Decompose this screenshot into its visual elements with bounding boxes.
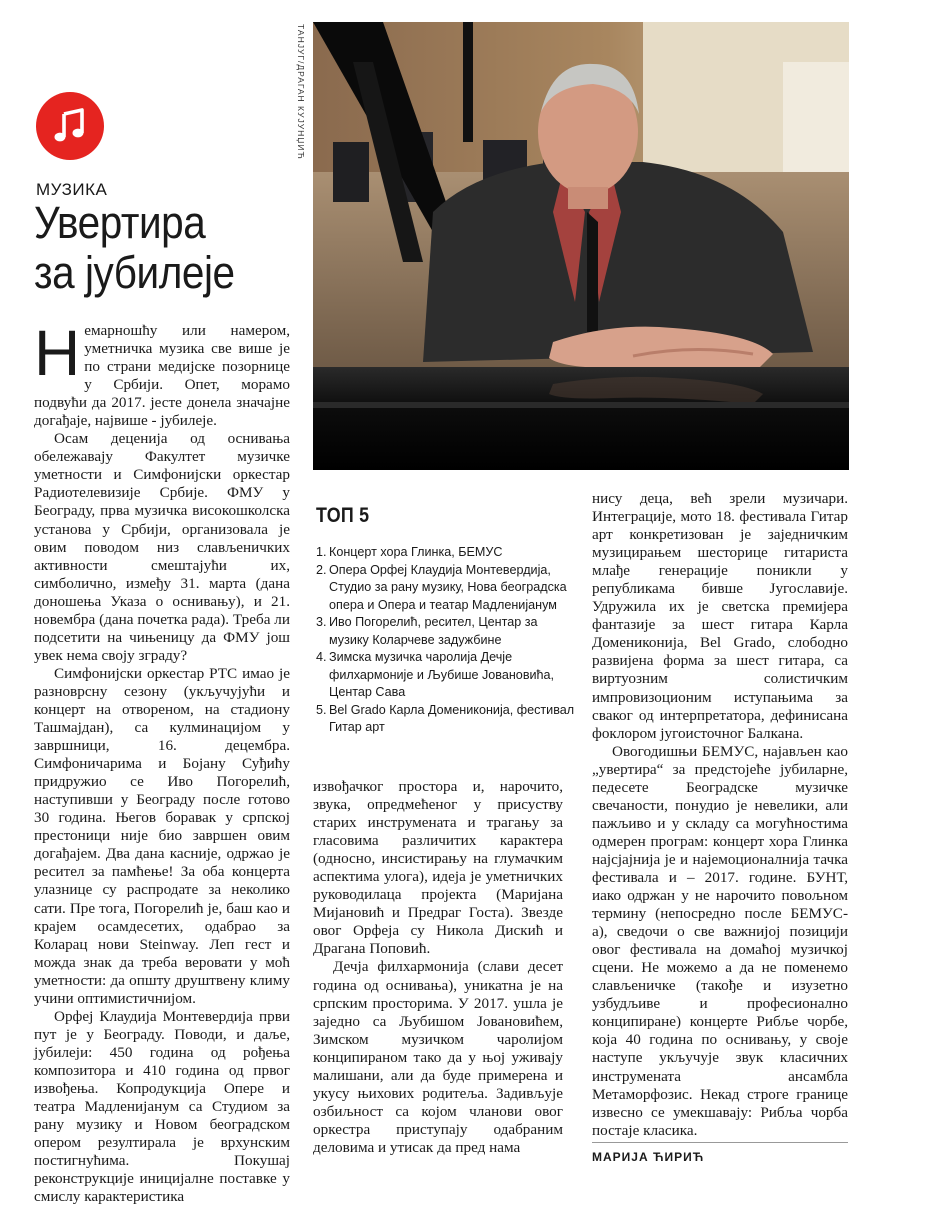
top5-item: 2. Опера Орфеј Клаудија Монтевердија, Студио за рану музику, Нова београдска опера и Опера и театар Мадленијанум	[316, 562, 567, 612]
article-column-2	[313, 778, 563, 1157]
top5-item: 4. Зимска музичка чаролија Дечје филхармоније и Љубише Јовановића, Центар Сава	[316, 650, 555, 699]
top5-title: ТОП 5	[316, 504, 370, 527]
article-column-3	[592, 490, 848, 1140]
pianist-photo	[313, 22, 849, 470]
headline-line-1: Увертира	[34, 197, 206, 248]
section-label: МУЗИКА	[36, 180, 108, 199]
top5-item: 3. Иво Погорелић, ресител, Центар за музику Коларчеве задужбине	[316, 615, 538, 647]
article-paragraph: Немарношћу или намером, уметничка музика све више је по страни медијске позорнице у Србији. Опет, морамо подвући да 2017. јесте донела значајне догађаје, највише - јубилеје.	[34, 317, 290, 430]
pianist-photo-illustration	[313, 22, 849, 470]
music-note-glyph	[50, 106, 90, 146]
article-paragraph: Дечја филхармонија (слави десет година од оснивања), уникатна је на српским просторима. У 2017. ушла је заједно са Љубишом Јовановићем, Зимском музичком чаролијом конципираном тако да у њој уживају малишани, али да буде примерена и укусу њихових родитеља. Задивљује озбиљност са којом чланови овог оркестра приступају одабраним деловима и утисак да пред нама	[313, 958, 563, 1156]
article-paragraph: Симфонијски оркестар РТС имао је разноврсну сезону (укључујући и концерт на отвореном, на стадиону Ташмајдан), са кулминацијом у завршници, 16. децембра. Симфоничарима и Бојану Суђићу придружио се Иво Погорелић, наступивши у Београду после готово 30 година. Његов боравак у српској престоници није био завршен овим догађајем. Два дана касније, одржао је ресител за памћење! За оба концерта улазнице су распродате за неколико сати. Пре тога, Погорелић је, баш као и крајем осамдесетих, одабрао за Коларац нови Steinway. Леп гест и можда знак да треба веровати у моћ уметности: да општу друштвену климу учини оптимистичнијом.	[34, 664, 290, 1007]
article-paragraph: Овогодишњи БЕМУС, најављен као „увертира“ за предстојеће јубиларне, педесете Београдске музичке свечаности, понудио је невелики, али пажљиво и у складу са могућностима одмерен програм: концерт хора Глинка најсјајнија је и најемоционалнија тачка фестивала и – 2017. године. БУНТ, иако одржан у не нарочито повољном термину (непосредно после БЕМУС-а), сведочи о све важнијој позицији овог фестивала на домаћој музичкој сцени. Не можемо а да не поменемо слављеничке (такође и изузетно узбудљиве и професионално конципиране) концерте Рибље чорбе, која 40 година по оснивању, у своје наступе укључује звук класичних инструмената ансамбла Метаморфозис. Некад строге границе извесно се умекшавају: Рибља чорба постаје класика.	[592, 742, 848, 1139]
photo-credit	[296, 24, 308, 224]
top5-item: 5. Bel Grado Карла Домениконија, фестивал Гитар арт	[316, 702, 575, 734]
article-paragraph: Орфеј Клаудија Монтевердија први пут је у Београду. Поводи, и даље, јубилеји: 450 година од рођења композитора и 410 година од првог извођења. Копродукција Опере и театра Мадленијанум са Студиом за рану музику и Новом београдском опером резултирала је врхунским постигнућима. Покушај реконструкције иницијалне поставке у смислу карактеристика	[34, 1007, 290, 1206]
drop-cap: Н	[34, 317, 81, 389]
headline-line-2: за јубилеје	[34, 247, 235, 298]
article-paragraph: извођачког простора и, нарочито, звука, опредмећеног у присуству старих инструмената и трагању за гласовима различитих карактера (односно, инсистирању на глумачким аспектима улога), идеја је уметничких руководилаца пројекта (Маријана Мијановић и Предраг Госта). Звезде овог Орфеја су Никола Дискић и Драгана Поповић.	[313, 778, 563, 958]
photo-credit-text: ТАНЈУГ/ДРАГАН КУЈУНЏИЋ	[296, 24, 306, 160]
top5-list	[316, 544, 578, 737]
top5-item: 1. Концерт хора Глинка, БЕМУС	[316, 545, 503, 559]
music-note-icon	[36, 92, 104, 160]
article-paragraph: Осам деценија од оснивања обележавају Факултет музичке уметности и Симфонијски оркестар Радиотелевизије Србије. ФМУ у Београду, прва музичка високошколска установа у Србији, организовала је овим поводом низ слављеничких активности смештајући их, симболично, између 31. марта (дана доношења Указа о оснивању), и 21. новембра (дана почетка рада). Треба ли подсетити на чињеницу да ФМУ још увек нема своју зграду?	[34, 430, 290, 664]
article-paragraph: нису деца, већ зрели музичари. Интеграције, мото 18. фестивала Гитар арт конкретизован је заједничким музицирањем шесторице гитариста млађе генерације поникли у републикама бивше Југославије. Удружила их је светска премијера фантазије за шест гитара Карла Домениконија, Bel Grado, слободно развијена форма за шест гитара, са виртуозним солистичким импровизоционим иступањима за сваког од интерпретатора, дефинисана фоклором југоисточног Балкана.	[592, 490, 848, 742]
article-column-1	[34, 317, 290, 1206]
author-byline: МАРИЈА ЋИРИЋ	[592, 1150, 705, 1164]
byline-divider	[592, 1142, 848, 1143]
